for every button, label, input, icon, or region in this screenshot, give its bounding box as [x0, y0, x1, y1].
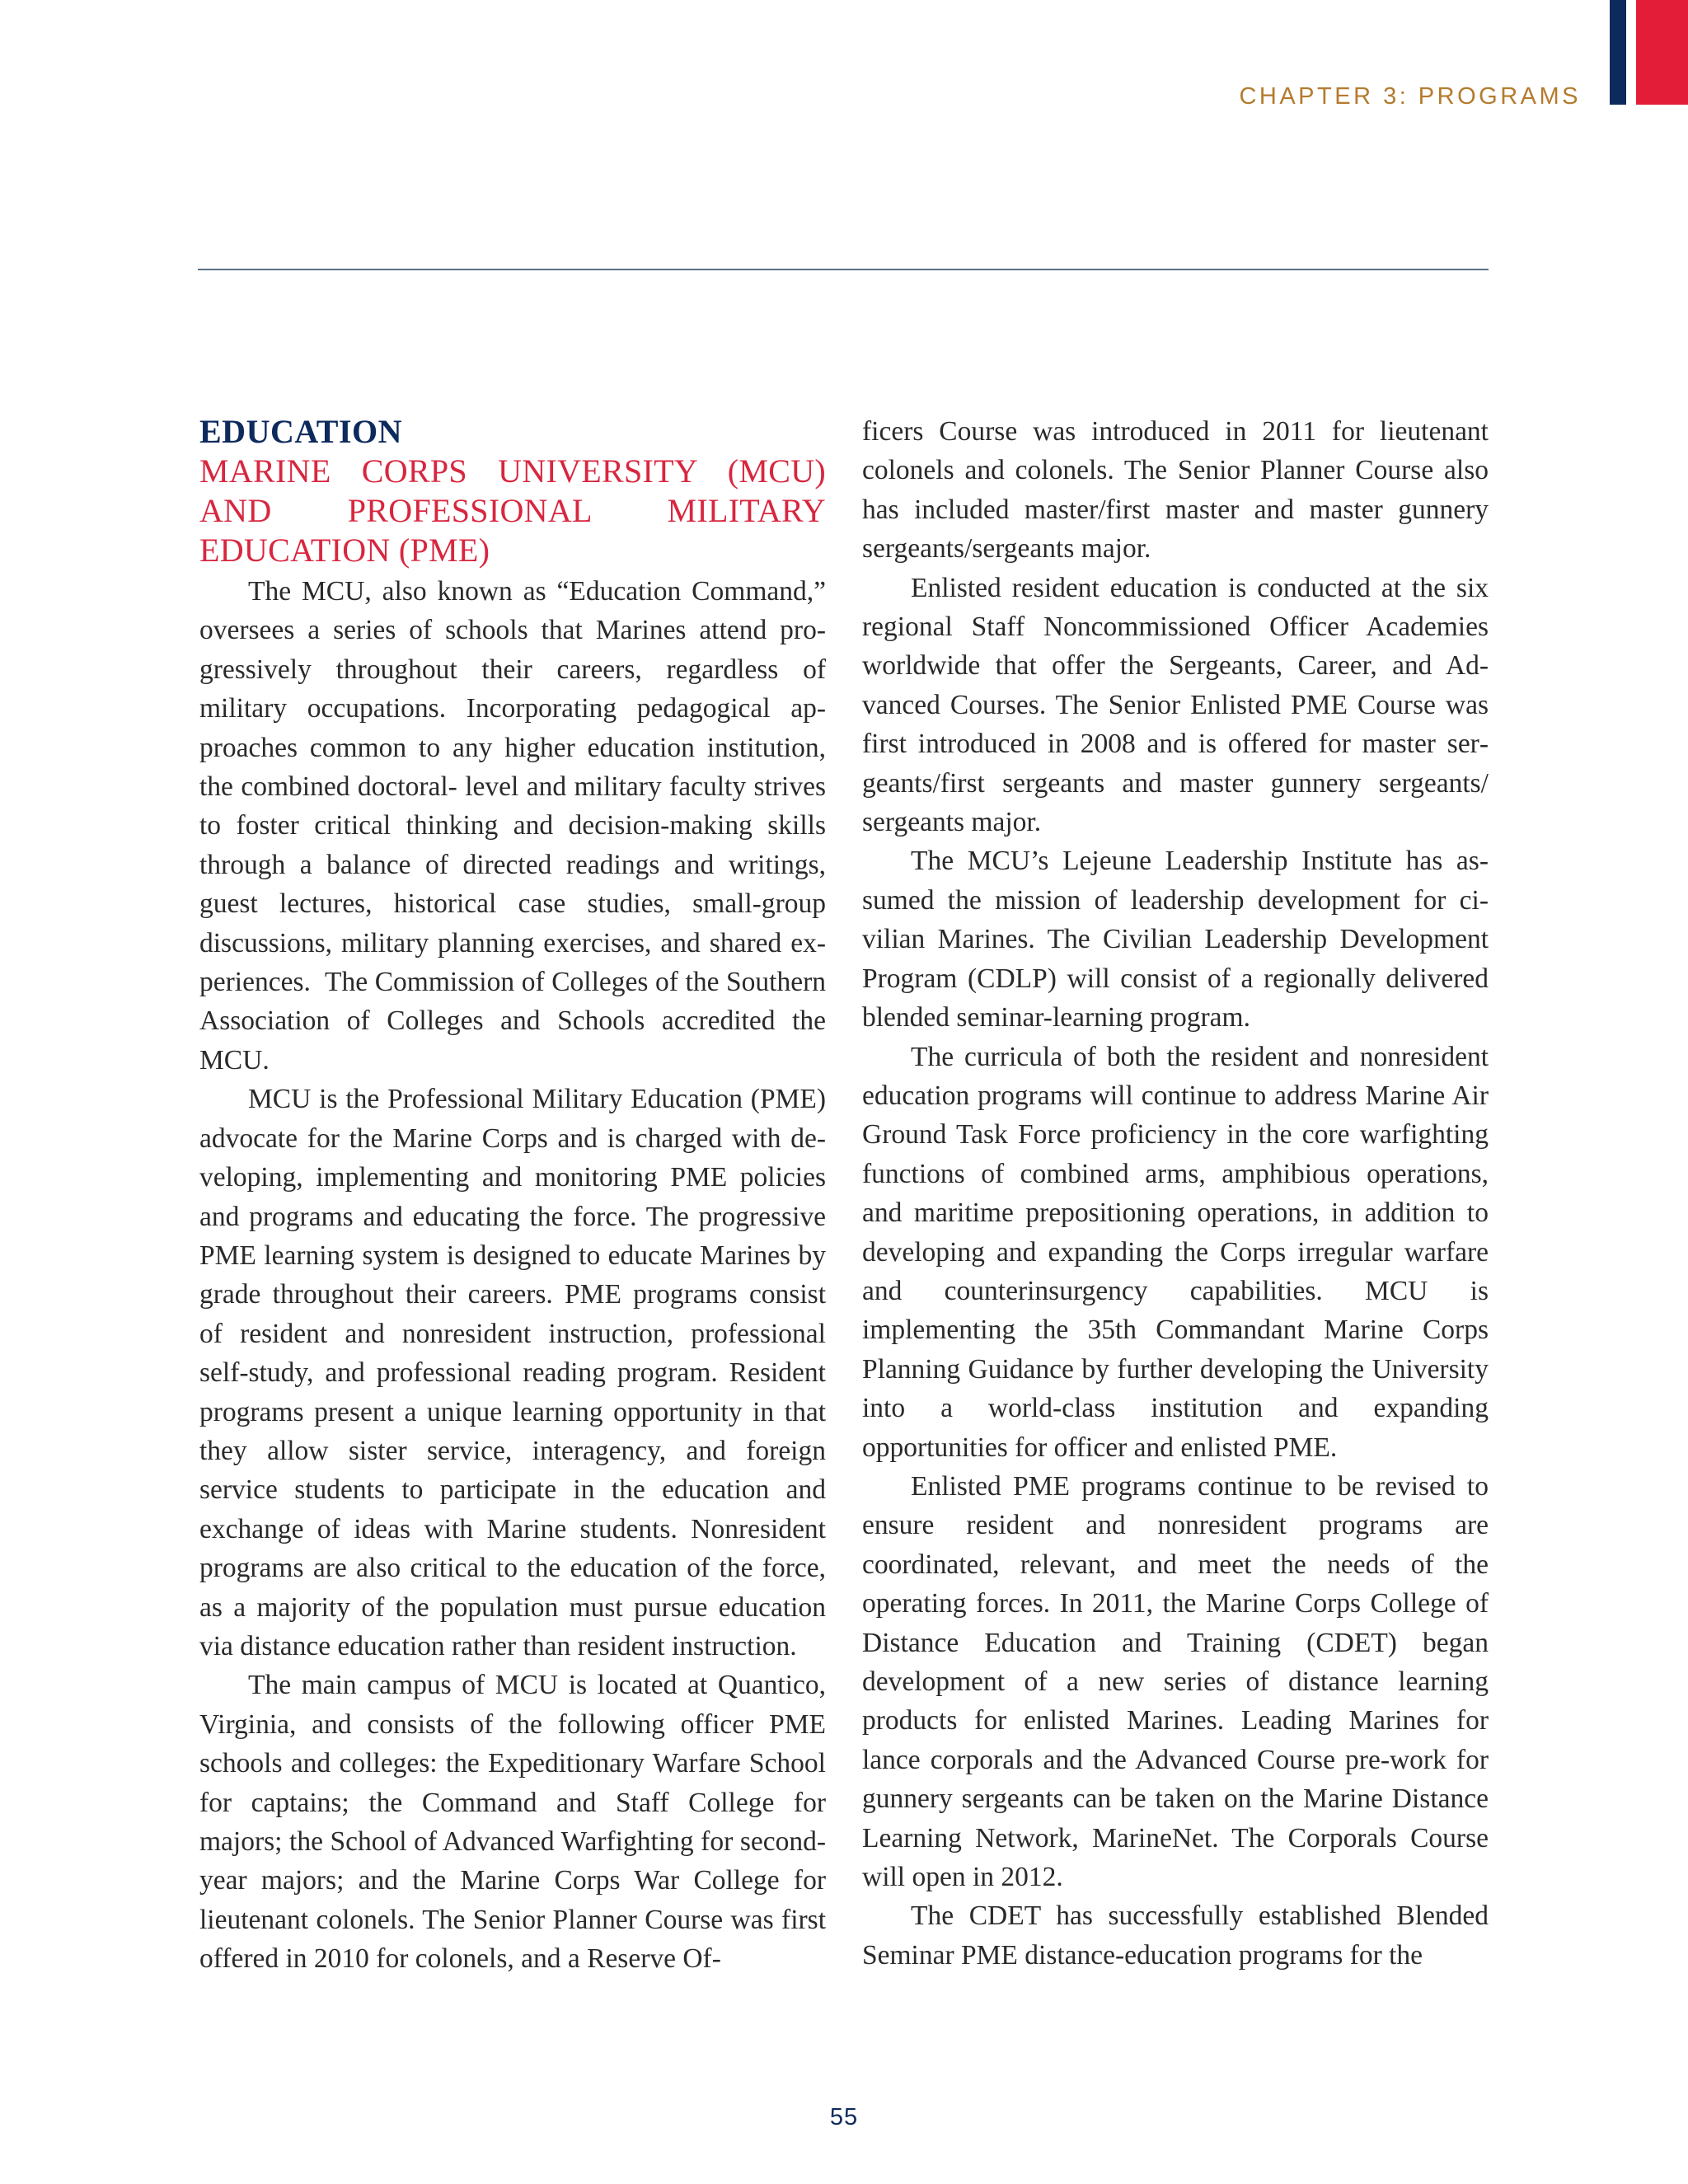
- right-column: [862, 412, 1489, 1975]
- paragraph: The curricula of both the resident and nonresident education programs will continue to address Marine Air Ground Task Force proficiency in the core warfighting functions of combined arms, amphibious operations, and maritime prepositioning operations, in addition to developing and expanding the Corps irregular warfare and counterinsurgency capabilities. MCU is implementing the 35th Commandant Marine Corps Planning Guidance by further developing the University into a world-class institution and expanding opportunities for officer and enlisted PME.: [862, 1041, 1489, 1463]
- section-title: EDUCATION: [199, 413, 403, 450]
- paragraph: The MCU, also known as “Education Command,” oversees a series of schools that Marines attend progressively throughout their careers, regardless of military occupations. Incorporating pedagogical approaches common to any higher education institution, the combined doctoral- level and military faculty strives to foster critical thinking and decision-making skills through a balance of directed readings and writings, guest lectures, historical case studies, small-group discussions, military planning exercises, and shared experiences. The Commission of Colleges of the Southern Association of Colleges and Schools accredited the MCU.: [199, 576, 826, 1076]
- paragraph: Enlisted PME programs continue to be revised to ensure resident and nonresident programs are coordinated, relevant, and meet the needs of the operating forces. In 2011, the Marine Corps College of Distance Education and Training (CDET) began development of a new series of distance learning products for enlisted Marines. Leading Marines for lance corporals and the Advanced Course pre-work for gunnery sergeants can be taken on the Marine Distance Learning Network, MarineNet. The Corporals Course will open in 2012.: [862, 1470, 1489, 1893]
- left-column: [199, 412, 826, 1979]
- article-title: MARINE CORPS UNIVERSITY (MCU) AND PROFESSIONAL MILITARY EDUCATION (PME): [199, 452, 826, 569]
- header-divider: [198, 269, 1489, 270]
- paragraph-continuation: ficers Course was introduced in 2011 for lieutenant colonels and colonels. The Senior Planner Course also has included master/first master and master gunnery sergeants/sergeants major.: [862, 416, 1489, 565]
- paragraph: The MCU’s Lejeune Leadership Institute has assumed the mission of leadership development for civilian Marines. The Civilian Leadership Development Program (CDLP) will consist of a regionally delivered blended seminar-learning program.: [862, 846, 1489, 1033]
- paragraph: The CDET has successfully established Blended Seminar PME distance-education programs for the: [862, 1900, 1489, 1971]
- paragraph: MCU is the Professional Military Education (PME) advocate for the Marine Corps and is charged with developing, implementing and monitoring PME policies and programs and educating the force. The progressive PME learning system is designed to educate Marines by grade throughout their careers. PME programs consist of resident and nonresident instruction, professional self-study, and professional reading program. Resident programs present a unique learning opportunity in that they allow sister service, interagency, and foreign service students to participate in the education and exchange of ideas with Marine students. Nonresident programs are also critical to the education of the force, as a majority of the population must pursue education via distance education rather than resident instruction.: [199, 1084, 826, 1661]
- paragraph: Enlisted resident education is conducted at the six regional Staff Noncommissioned Officer Academies worldwide that offer the Sergeants, Career, and Advanced Courses. The Senior Enlisted PME Course was first introduced in 2008 and is offered for master sergeants/first sergeants and master gunnery sergeants/ sergeants major.: [862, 572, 1489, 838]
- paragraph: The main campus of MCU is located at Quantico, Virginia, and consists of the following officer PME schools and colleges: the Expeditionary Warfare School for captains; the Command and Staff College for majors; the School of Advanced Warfighting for second-year majors; and the Marine Corps War College for lieutenant colonels. The Senior Planner Course was first offered in 2010 for colonels, and a Reserve Of-: [199, 1670, 826, 1975]
- chapter-header: CHAPTER 3: PROGRAMS: [1239, 83, 1581, 110]
- chapter-tab-navy: [1610, 0, 1626, 105]
- page-number: 55: [829, 2104, 859, 2130]
- chapter-tab-red: [1636, 0, 1688, 105]
